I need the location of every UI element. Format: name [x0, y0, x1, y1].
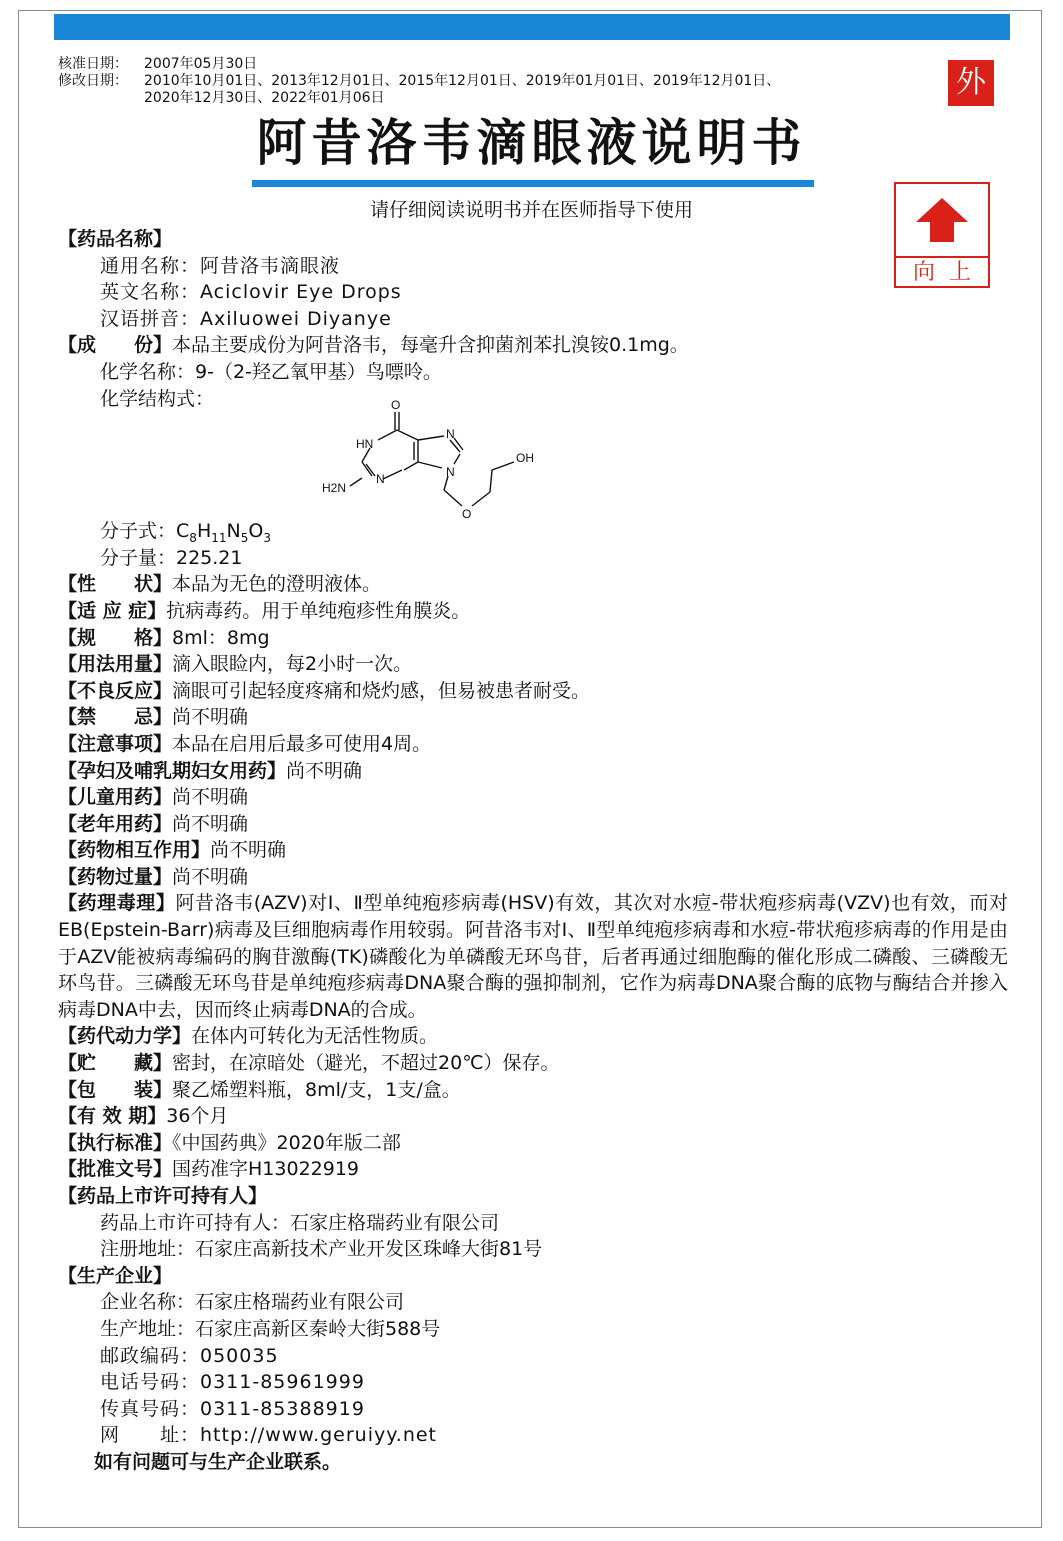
- section-adverse-reactions: [58, 678, 1008, 705]
- section-overdose: [58, 864, 1008, 891]
- section-approval-number: [58, 1156, 1008, 1183]
- section-heading: 【药物过量】: [58, 865, 173, 888]
- section-text: 36个月: [166, 1105, 229, 1128]
- formula-h: H: [196, 520, 212, 543]
- section-list-2: [58, 1023, 1008, 1183]
- pharmacology-heading: 【药理毒理】: [58, 892, 176, 915]
- section-text: 尚不明确: [172, 786, 249, 809]
- up-sign-label: 向上: [896, 256, 988, 288]
- contact-note: 如有问题可与生产企业联系。: [94, 1450, 342, 1473]
- section-heading: 【执行标准】: [58, 1131, 173, 1154]
- section-heading: 【包 装】: [58, 1078, 173, 1101]
- revision-date-label: 修改日期：: [58, 73, 128, 89]
- section-heading: 【儿童用药】: [58, 786, 173, 809]
- section-text: 滴入眼睑内，每2小时一次。: [172, 653, 413, 676]
- section-heading: 【注意事项】: [58, 732, 173, 755]
- formula-o: O: [248, 520, 264, 543]
- composition-heading: 【成 份】: [58, 334, 173, 357]
- section-pharmacology: [58, 890, 1008, 1023]
- date-block: [58, 56, 780, 107]
- atom-n-top-right: N: [446, 427, 455, 441]
- section-text: 8ml：8mg: [172, 626, 270, 649]
- manufacturer-fax: 传真号码：0311-85388919: [100, 1397, 365, 1420]
- atom-h2n: H2N: [322, 481, 347, 495]
- section-text: 尚不明确: [172, 865, 249, 888]
- composition-text: 本品主要成份为阿昔洛韦，每毫升含抑菌剂苯扎溴铵0.1mg。: [172, 334, 689, 357]
- section-text: 尚不明确: [172, 812, 249, 835]
- mah-heading: 【药品上市许可持有人】: [58, 1185, 268, 1207]
- section-text: 聚乙烯塑料瓶，8ml/支，1支/盒。: [172, 1078, 461, 1101]
- formula-c-count: 8: [189, 530, 197, 545]
- section-heading: 【药代动力学】: [58, 1025, 192, 1048]
- section-heading: 【规 格】: [58, 626, 173, 649]
- section-text: 滴眼可引起轻度疼痛和烧灼感，但易被患者耐受。: [172, 679, 591, 702]
- section-children: [58, 784, 1008, 811]
- section-text: 尚不明确: [210, 839, 287, 862]
- chemical-name: 化学名称：9-（2-羟乙氧甲基）鸟嘌呤。: [100, 360, 442, 383]
- atom-o-chain: O: [462, 507, 472, 521]
- pharmacology-text: 阿昔洛韦(AZV)对Ⅰ、Ⅱ型单纯疱疹病毒(HSV)有效，其次对水痘-带状疱疹病毒(VZV)也有效，而对EB(Epstein-Barr)病毒及巨细胞病毒作用较弱。阿昔洛韦对Ⅰ、Ⅱ型单纯疱疹病毒和水痘-带状疱疹病毒的作用是由于AZV能被病毒编码的胸苷激酶(TK)磷酸化为单磷酸无环鸟苷，后者再通过细胞酶的催化形成二磷酸、三磷酸无环鸟苷。三磷酸无环鸟苷是单纯疱疹病毒DNA聚合酶的强抑制剂，它作为病毒DNA聚合酶的底物与酶结合并掺入病毒DNA中去，因而终止病毒DNA的合成。: [58, 892, 1008, 1021]
- section-interactions: [58, 837, 1008, 864]
- section-precautions: [58, 731, 1008, 758]
- section-heading: 【不良反应】: [58, 679, 173, 702]
- atom-o-top: O: [391, 398, 401, 412]
- section-heading: 【贮 藏】: [58, 1052, 173, 1075]
- generic-name: 通用名称：阿昔洛韦滴眼液: [100, 254, 341, 277]
- section-heading: 【性 状】: [58, 573, 173, 596]
- section-pharmacokinetics: [58, 1023, 1008, 1050]
- formula-n: N: [226, 520, 241, 543]
- manufacturer-website: 网 址：http://www.geruiyy.net: [100, 1424, 438, 1447]
- atom-oh: OH: [516, 451, 534, 465]
- pinyin-name: 汉语拼音：Axiluowei Diyanye: [100, 307, 392, 330]
- manufacturer-address: 生产地址：石家庄高新区秦岭大街588号: [100, 1317, 441, 1340]
- approval-date-value: 2007年05月30日: [144, 56, 258, 72]
- section-contraindications: [58, 704, 1008, 731]
- section-heading: 【批准文号】: [58, 1158, 173, 1181]
- section-properties: [58, 571, 1008, 598]
- section-text: 《中国药典》2020年版二部: [172, 1131, 401, 1154]
- section-indications: [58, 598, 1008, 625]
- formula-c: C: [176, 520, 190, 543]
- external-use-badge: 外: [948, 60, 994, 106]
- atom-nh: HN: [356, 437, 374, 451]
- section-list-1: [58, 571, 1008, 890]
- document-title: 阿昔洛韦滴眼液说明书: [256, 114, 807, 172]
- section-text: 尚不明确: [172, 706, 249, 729]
- top-color-bar: [54, 14, 1010, 40]
- molecular-formula: [176, 520, 271, 545]
- section-text: 本品在启用后最多可使用4周。: [172, 732, 432, 755]
- approval-date-label: 核准日期：: [58, 56, 128, 72]
- approval-date-row: [58, 56, 780, 73]
- section-text: 本品为无色的澄明液体。: [172, 573, 382, 596]
- section-text: 密封，在凉暗处（避光，不超过20℃）保存。: [172, 1052, 560, 1075]
- section-text: 在体内可转化为无活性物质。: [191, 1025, 439, 1048]
- formula-o-count: 3: [263, 530, 271, 545]
- section-heading: 【药物相互作用】: [58, 839, 211, 862]
- section-heading: 【用法用量】: [58, 653, 173, 676]
- structure-label: 化学结构式：: [100, 387, 215, 410]
- section-heading: 【有 效 期】: [58, 1105, 167, 1128]
- drug-name-heading: 【药品名称】: [58, 228, 173, 250]
- title-underline: [252, 180, 814, 187]
- section-standard: [58, 1130, 1008, 1157]
- atom-n-bottom: N: [376, 472, 385, 486]
- section-validity: [58, 1103, 1008, 1130]
- english-name: 英文名称：Aciclovir Eye Drops: [100, 281, 402, 304]
- mah-holder: 药品上市许可持有人：石家庄格瑞药业有限公司: [100, 1211, 500, 1234]
- atom-n-mid: N: [446, 465, 455, 479]
- revision-date-row: [58, 73, 780, 90]
- molecular-weight: 分子量：225.21: [100, 546, 243, 569]
- section-specification: [58, 625, 1008, 652]
- section-pregnancy: [58, 758, 1008, 785]
- formula-h-count: 11: [211, 530, 227, 545]
- formula-n-count: 5: [240, 530, 249, 545]
- mah-address: 注册地址：石家庄高新技术产业开发区珠峰大街81号: [100, 1238, 543, 1261]
- manufacturer-postcode: 邮政编码：050035: [100, 1344, 279, 1367]
- section-heading: 【适 应 症】: [58, 599, 167, 622]
- section-text: 国药准字H13022919: [172, 1158, 360, 1181]
- section-dosage: [58, 651, 1008, 678]
- section-storage: [58, 1050, 1008, 1077]
- section-text: 尚不明确: [286, 759, 363, 782]
- section-heading: 【老年用药】: [58, 812, 173, 835]
- section-text: 抗病毒药。用于单纯疱疹性角膜炎。: [166, 599, 471, 622]
- section-heading: 【孕妇及哺乳期妇女用药】: [58, 759, 287, 782]
- formula-label: 分子式：: [100, 520, 177, 543]
- revision-date-row-2: [58, 90, 780, 107]
- section-heading: 【禁 忌】: [58, 706, 173, 729]
- revision-dates-line1: 2010年10月01日、2013年12月01日、2015年12月01日、2019年01月01日、2019年12月01日、: [144, 73, 781, 89]
- manufacturer-phone: 电话号码：0311-85961999: [100, 1371, 365, 1394]
- section-elderly: [58, 811, 1008, 838]
- section-package: [58, 1077, 1008, 1104]
- revision-dates-line2: 2020年12月30日、2022年01月06日: [144, 90, 385, 106]
- chemical-structure-diagram: [320, 388, 560, 528]
- composition-row: [58, 332, 1008, 359]
- manufacturer-heading: 【生产企业】: [58, 1264, 173, 1287]
- document-subtitle: 请仔细阅读说明书并在医师指导下使用: [369, 199, 693, 221]
- manufacturer-name: 企业名称：石家庄格瑞药业有限公司: [100, 1291, 405, 1314]
